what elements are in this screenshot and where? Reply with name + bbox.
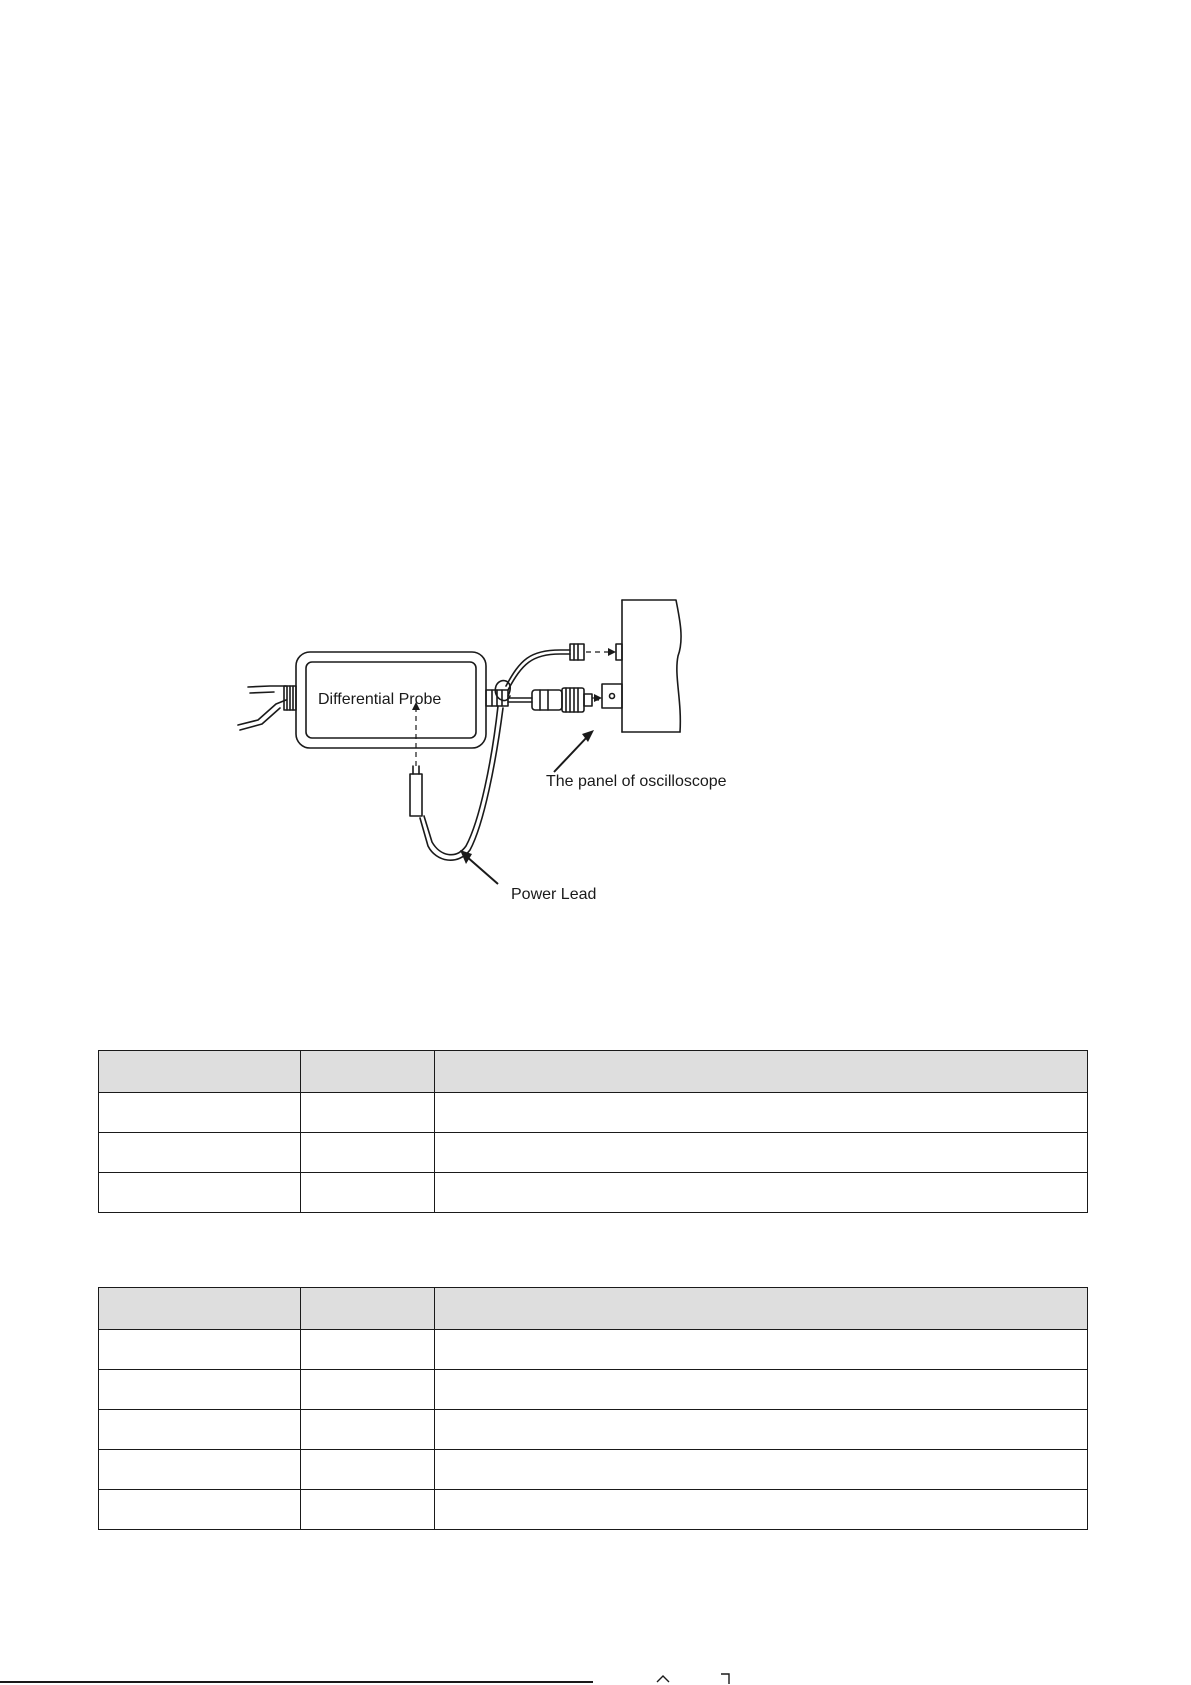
probe-connection-diagram xyxy=(230,620,770,920)
table-row xyxy=(99,1450,1088,1490)
power-lead-cable xyxy=(424,706,498,855)
table-cell xyxy=(99,1370,301,1410)
table-header-row xyxy=(99,1051,1088,1093)
diagram-drawing xyxy=(230,620,770,920)
table-row xyxy=(99,1370,1088,1410)
aux-plug xyxy=(570,644,584,660)
table-cell xyxy=(301,1450,435,1490)
panel-pointer xyxy=(554,736,588,772)
table-header-cell xyxy=(301,1051,435,1093)
bnc-connector xyxy=(532,690,562,710)
table-cell xyxy=(435,1410,1088,1450)
table-header-row xyxy=(99,1288,1088,1330)
footer-marks xyxy=(655,1672,735,1684)
table-cell xyxy=(301,1093,435,1133)
input-lead-upper xyxy=(248,686,286,687)
input-lead-lower xyxy=(238,700,286,725)
footer-rule xyxy=(0,1681,593,1683)
table-header-cell xyxy=(99,1051,301,1093)
input-lead-upper-2 xyxy=(250,692,274,693)
table-cell xyxy=(435,1490,1088,1530)
table-cell xyxy=(301,1410,435,1450)
aux-arrowhead xyxy=(608,648,616,656)
table-cell xyxy=(99,1173,301,1213)
panel-label: The panel of oscilloscope xyxy=(546,773,727,790)
table-header-cell xyxy=(435,1051,1088,1093)
scope-panel-body xyxy=(622,600,681,732)
table-cell xyxy=(435,1330,1088,1370)
table-2 xyxy=(98,1287,1088,1530)
table-cell xyxy=(435,1133,1088,1173)
table-cell xyxy=(301,1133,435,1173)
power-lead-label: Power Lead xyxy=(511,886,597,903)
table-cell xyxy=(99,1490,301,1530)
table-cell xyxy=(435,1093,1088,1133)
table-1 xyxy=(98,1050,1088,1213)
table-cell xyxy=(435,1370,1088,1410)
scope-bnc-port xyxy=(602,684,622,708)
bnc-arrowhead xyxy=(594,694,602,702)
table-row xyxy=(99,1330,1088,1370)
table-row xyxy=(99,1093,1088,1133)
table-header-cell xyxy=(435,1288,1088,1330)
table-header-cell xyxy=(99,1288,301,1330)
table-cell xyxy=(435,1173,1088,1213)
power-aux-cable xyxy=(506,650,570,686)
table-row xyxy=(99,1133,1088,1173)
table-cell xyxy=(99,1093,301,1133)
table-row xyxy=(99,1410,1088,1450)
table-header-cell xyxy=(301,1288,435,1330)
table-cell xyxy=(301,1173,435,1213)
table-cell xyxy=(99,1133,301,1173)
table-cell xyxy=(301,1490,435,1530)
power-lead-plug xyxy=(410,774,422,816)
table-row xyxy=(99,1173,1088,1213)
lead-pointer xyxy=(466,856,498,884)
table-cell xyxy=(99,1410,301,1450)
table-cell xyxy=(99,1450,301,1490)
table-cell xyxy=(301,1370,435,1410)
probe-label: Differential Probe xyxy=(318,691,442,708)
table-cell xyxy=(99,1330,301,1370)
table-cell xyxy=(435,1450,1088,1490)
table-cell xyxy=(301,1330,435,1370)
table-row xyxy=(99,1490,1088,1530)
